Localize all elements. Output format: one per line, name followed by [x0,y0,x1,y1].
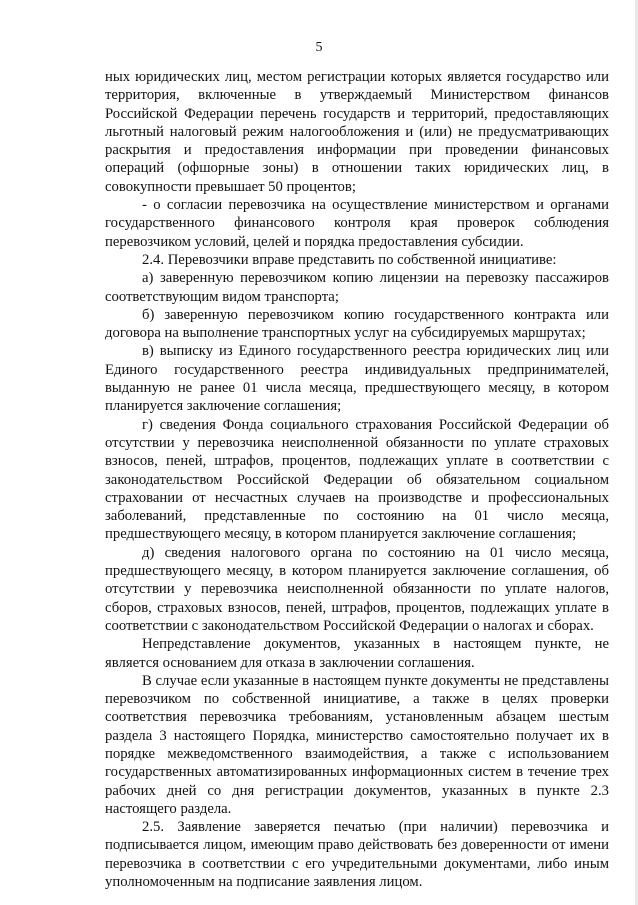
page-number: 5 [315,40,323,55]
paragraph-item-d: д) сведения налогового органа по состоянию на 01 число месяца, предшествующего месяцу, в котором планируется заключение соглашения, об отсутствии у перевозчика неисполненной обязанности по уплате налогов, сборов, страховых взносов, пеней, штрафов, процентов, подлежащих уплате в соответствии с законодательством Российской Федерации о налогах и сборах. [105,544,609,634]
paragraph-non-submission: Непредставление документов, указанных в настоящем пункте, не является основанием для отказа в заключении соглашения. [105,636,609,671]
paragraph-if-not-submitted: В случае если указанные в настоящем пункте документы не представлены перевозчиком по собственной инициативе, а также в целях проверки соответствия перевозчика требованиям, установленным абзацем шестым раздела 3 настоящего Порядка, министерство самостоятельно получает их в порядке межведомственного взаимодействия, а также с использованием государственных автоматизированных информационных систем в течение трех рабочих дней со дня регистрации документов, указанных в пункте 2.3 настоящего раздела. [105,672,609,817]
paragraph-continuation: ных юридических лиц, местом регистрации которых является государство или территория, включенные в утверждаемый Министерством финансов Российской Федерации перечень государств и территорий, предоставляющих льготный налоговый режим налогообложения и (или) не предусматривающих раскрытия и предоставления информации при проведении финансовых операций (офшорные зоны) в отношении таких юридических лиц, в совокупности превышает 50 процентов; [105,69,609,195]
paragraph-clause-2-5: 2.5. Заявление заверяется печатью (при наличии) перевозчика и подписывается лицом, имеющим право действовать без доверенности от имени перевозчика в соответствии с его учредительными документами, либо иным уполномоченным на подписание заявления лицом. [105,819,609,891]
document-body [105,68,609,891]
paragraph-item-g: г) сведения Фонда социального страхования Российской Федерации об отсутствии у перевозчика неисполненной обязанности по уплате страховых взносов, пеней, штрафов, процентов, подлежащих уплате в соответствии с законодательством Российской Федерации об обязательном социальном страховании от несчастных случаев на производстве и профессиональных заболеваний, представленные по состоянию на 01 число месяца, предшествующего месяцу, в котором планируется заключение соглашения; [105,416,609,543]
paragraph-clause-2-4: 2.4. Перевозчики вправе представить по собственной инициативе: [142,251,557,268]
paragraph-consent: - о согласии перевозчика на осуществление министерством и органами государственного финансового контроля края проверок соблюдения перевозчиком условий, целей и порядка предоставления субсидии. [105,197,609,250]
paragraph-item-a: а) заверенную перевозчиком копию лицензии на перевозку пассажиров соответствующим видом транспорта; [105,270,609,305]
paragraph-item-v: в) выписку из Единого государственного реестра юридических лиц или Единого государственного реестра индивидуальных предпринимателей, выданную не ранее 01 числа месяца, предшествующего месяцу, в котором планируется заключение соглашения; [105,343,609,415]
paragraph-item-b: б) заверенную перевозчиком копию государственного контракта или договора на выполнение транспортных услуг на субсидируемых маршрутах; [105,306,609,342]
